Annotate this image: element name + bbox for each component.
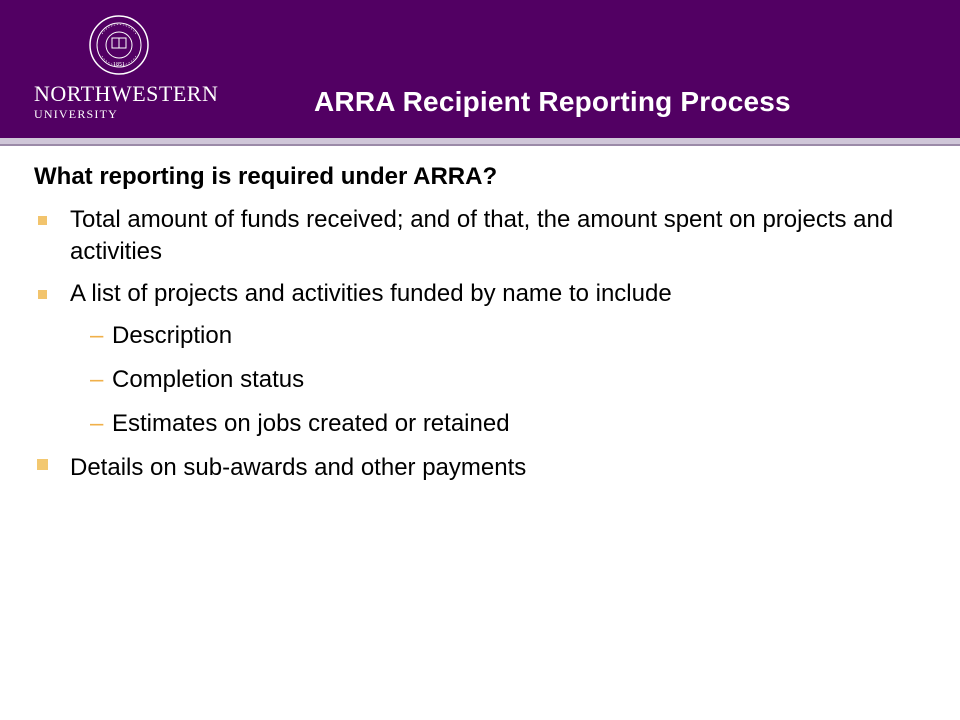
square-bullet-icon — [38, 216, 47, 225]
dash-bullet-icon: – — [90, 322, 104, 349]
sub-bullet-item — [90, 364, 914, 396]
university-seal-icon — [88, 14, 150, 76]
slide-title: ARRA Recipient Reporting Process — [314, 86, 791, 117]
bullet-item — [34, 204, 914, 268]
square-bullet-icon — [38, 290, 47, 299]
sub-bullet-text: Estimates on jobs created or retained — [112, 410, 510, 437]
bullet-list — [34, 204, 914, 310]
wordmark-line-1: NORTHWESTERN — [34, 81, 219, 106]
university-wordmark — [34, 82, 218, 121]
slide-body — [34, 160, 914, 494]
section-question: What reporting is required under ARRA? — [34, 163, 498, 190]
seal-year: 1851 — [113, 62, 125, 68]
bullet-item — [34, 452, 914, 484]
sub-bullet-item — [90, 320, 914, 352]
header-divider-shadow — [0, 144, 960, 146]
bullet-text: Details on sub-awards and other payments — [70, 454, 527, 481]
bullet-item — [34, 278, 914, 310]
bullet-text: Total amount of funds received; and of that, the amount spent on projects and activities — [70, 206, 894, 265]
dash-bullet-icon: – — [90, 366, 104, 393]
header-bar — [0, 0, 960, 138]
sub-bullet-item — [90, 408, 914, 440]
bullet-text: A list of projects and activities funded by name to include — [70, 280, 672, 307]
sub-bullet-list — [34, 320, 914, 440]
sub-bullet-text: Completion status — [112, 366, 305, 393]
wordmark-line-2: UNIVERSITY — [34, 107, 118, 121]
dash-bullet-icon: – — [90, 410, 104, 437]
sub-bullet-text: Description — [112, 322, 233, 349]
square-bullet-icon — [37, 459, 48, 470]
bullet-list — [34, 452, 914, 484]
